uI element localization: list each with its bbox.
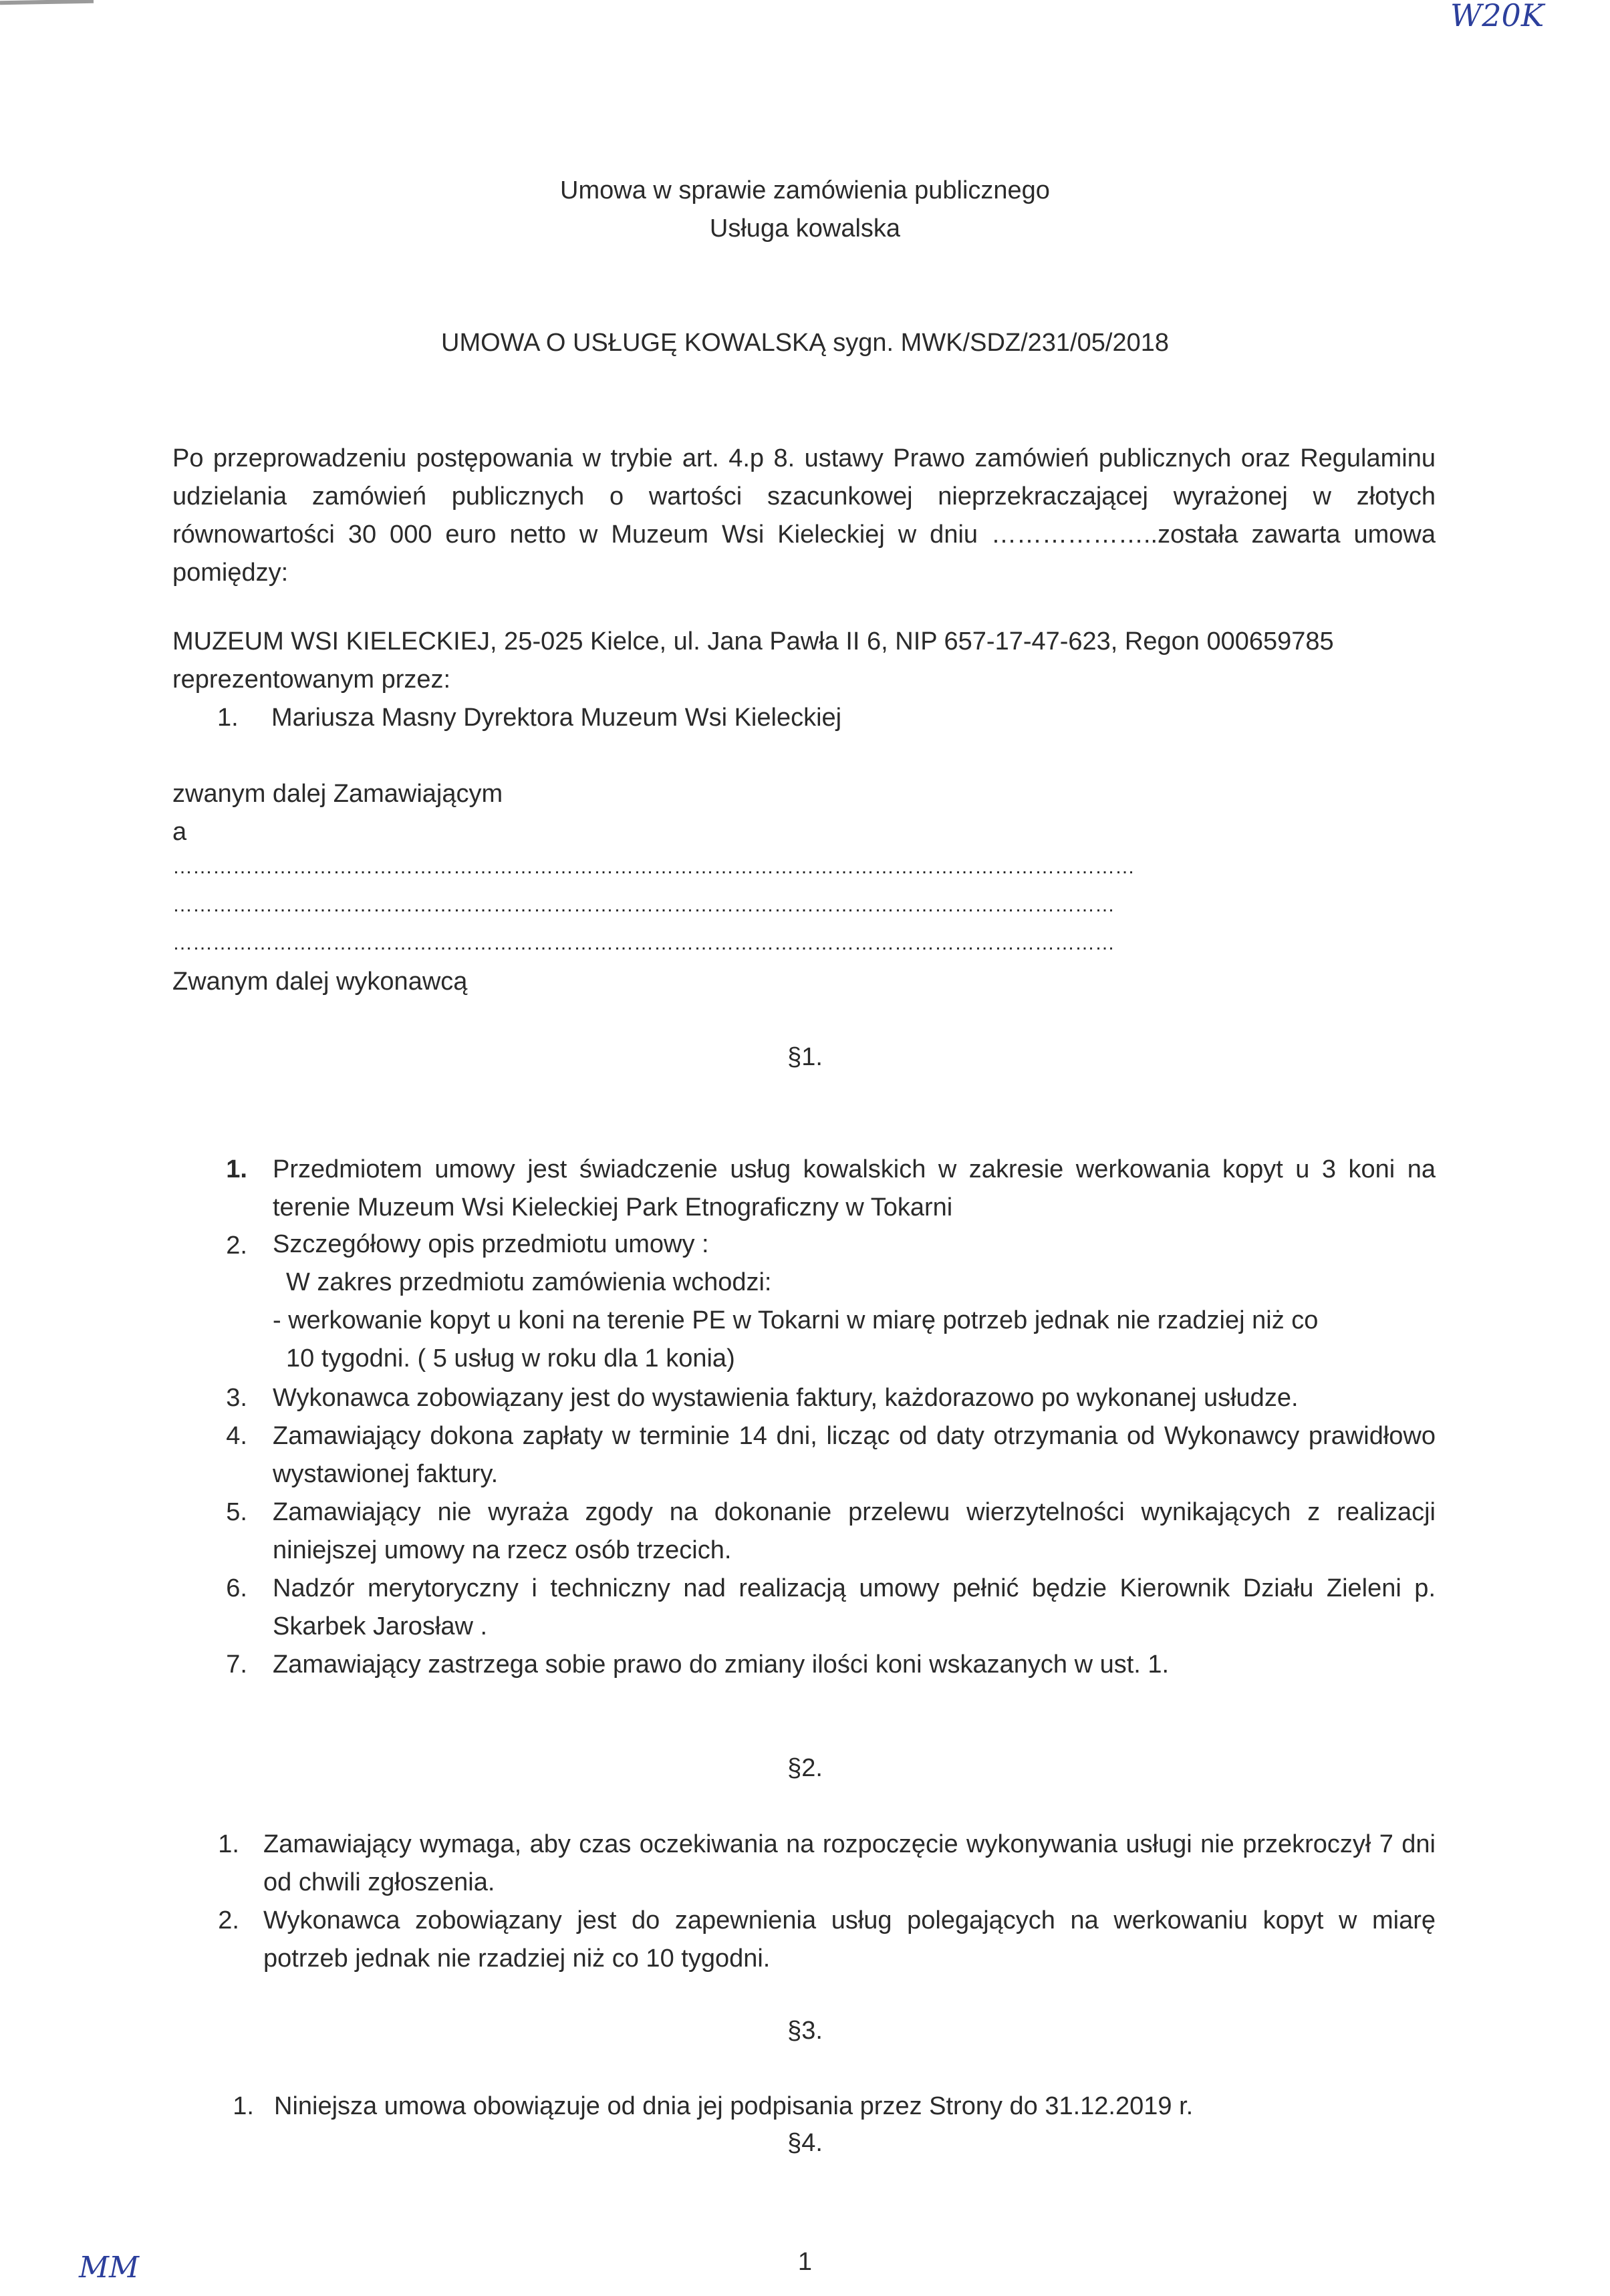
s1-item1-number: 1. <box>226 1155 247 1183</box>
header-line1: Umowa w sprawie zamówienia publicznego <box>560 176 1050 204</box>
rep-name: Mariusza Masny Dyrektora Muzeum Wsi Kieleckiej <box>271 704 842 732</box>
s1-item7-text: Zamawiający zastrzega sobie prawo do zmiany ilości koni wskazanych w ust. 1. <box>273 1651 1170 1679</box>
section1-heading: §1. <box>787 1043 823 1071</box>
contract-title: UMOWA O USŁUGĘ KOWALSKĄ sygn. MWK/SDZ/231/05/2018 <box>441 329 1169 357</box>
blank-line-1: ……………………………………………………………………………………………………………………………… <box>172 856 1135 878</box>
represented-by: reprezentowanym przez: <box>172 666 451 694</box>
s1-item3-number: 3. <box>226 1384 247 1412</box>
scan-artifact-line <box>0 0 94 5</box>
s1-item2-number: 2. <box>226 1232 247 1260</box>
s1-item2-sub3: 10 tygodni. ( 5 usług w roku dla 1 konia) <box>286 1344 735 1373</box>
intro-paragraph: Po przeprowadzeniu postępowania w trybie art. 4.p 8. ustawy Prawo zamówień publicznych oraz Regulaminu udzielania zamówień publicznych o wartości szacunkowej nieprzekraczającej wyrażonej w złotych równowartości 30 000 euro netto w Muzeum Wsi Kieleckiej w dniu ………………..została zawarta umowa pomiędzy: <box>172 444 1436 587</box>
s1-item3-text: Wykonawca zobowiązany jest do wystawienia faktury, każdorazowo po wykonanej usłudze. <box>273 1384 1299 1412</box>
zamawiajacy-label: zwanym dalej Zamawiającym <box>172 780 503 808</box>
s1-item4-number: 4. <box>226 1422 247 1450</box>
s1-item4-text: Zamawiający dokona zapłaty w terminie 14 dni, licząc od daty otrzymania od Wykonawcy prawidłowo wystawionej faktury. <box>273 1422 1436 1488</box>
s3-item1-text: Niniejsza umowa obowiązuje od dnia jej podpisania przez Strony do 31.12.2019 r. <box>274 2092 1194 2120</box>
section4-heading: §4. <box>787 2129 823 2157</box>
s2-item1-text: Zamawiający wymaga, aby czas oczekiwania na rozpoczęcie wykonywania usługi nie przekroczył 7 dni od chwili zgłoszenia. <box>263 1830 1436 1896</box>
s1-item1-text: Przedmiotem umowy jest świadczenie usług kowalskich w zakresie werkowania kopyt u 3 koni na terenie Muzeum Wsi Kieleckiej Park Etnograficzny w Tokarni <box>273 1155 1436 1222</box>
s2-item1-number: 1. <box>218 1830 239 1858</box>
blank-line-2: …………………………………………………………………………………………………………………………… <box>172 894 1115 916</box>
s1-item2-sub1: W zakres przedmiotu zamówienia wchodzi: <box>286 1268 772 1296</box>
rep-number: 1. <box>217 704 239 732</box>
s1-item5-number: 5. <box>226 1498 247 1526</box>
s1-item2-sub2: - werkowanie kopyt u koni na terenie PE w Tokarni w miarę potrzeb jednak nie rzadziej niż co <box>273 1306 1319 1334</box>
handwritten-initials: MM <box>79 2251 140 2285</box>
page-number: 1 <box>797 2248 813 2276</box>
blank-line-3: …………………………………………………………………………………………………………………………… <box>172 932 1115 954</box>
s1-item5-text: Zamawiający nie wyraża zgody na dokonanie przelewu wierzytelności wynikających z realizacji niniejszej umowy na rzecz osób trzecich. <box>273 1498 1436 1564</box>
section3-heading: §3. <box>787 2017 823 2045</box>
museum-party: MUZEUM WSI KIELECKIEJ, 25-025 Kielce, ul. Jana Pawła II 6, NIP 657-17-47-623, Regon 000659785 <box>172 627 1334 656</box>
and-conjunction: a <box>172 818 187 846</box>
wykonawca-label: Zwanym dalej wykonawcą <box>172 968 468 996</box>
header-line2: Usługa kowalska <box>709 214 901 243</box>
s1-item6-number: 6. <box>226 1574 247 1602</box>
handwritten-note-top: W20K <box>1450 0 1545 33</box>
s1-item2-text: Szczegółowy opis przedmiotu umowy : <box>273 1230 709 1258</box>
s1-item6-text: Nadzór merytoryczny i techniczny nad realizacją umowy pełnić będzie Kierownik Działu Zieleni p. Skarbek Jarosław . <box>273 1574 1436 1640</box>
s2-item2-text: Wykonawca zobowiązany jest do zapewnienia usług polegających na werkowaniu kopyt w miarę potrzeb jednak nie rzadziej niż co 10 tygodni. <box>263 1906 1436 1973</box>
section2-heading: §2. <box>787 1754 823 1782</box>
s3-item1-number: 1. <box>233 2092 254 2120</box>
s1-item7-number: 7. <box>226 1651 247 1679</box>
s2-item2-number: 2. <box>218 1906 239 1934</box>
